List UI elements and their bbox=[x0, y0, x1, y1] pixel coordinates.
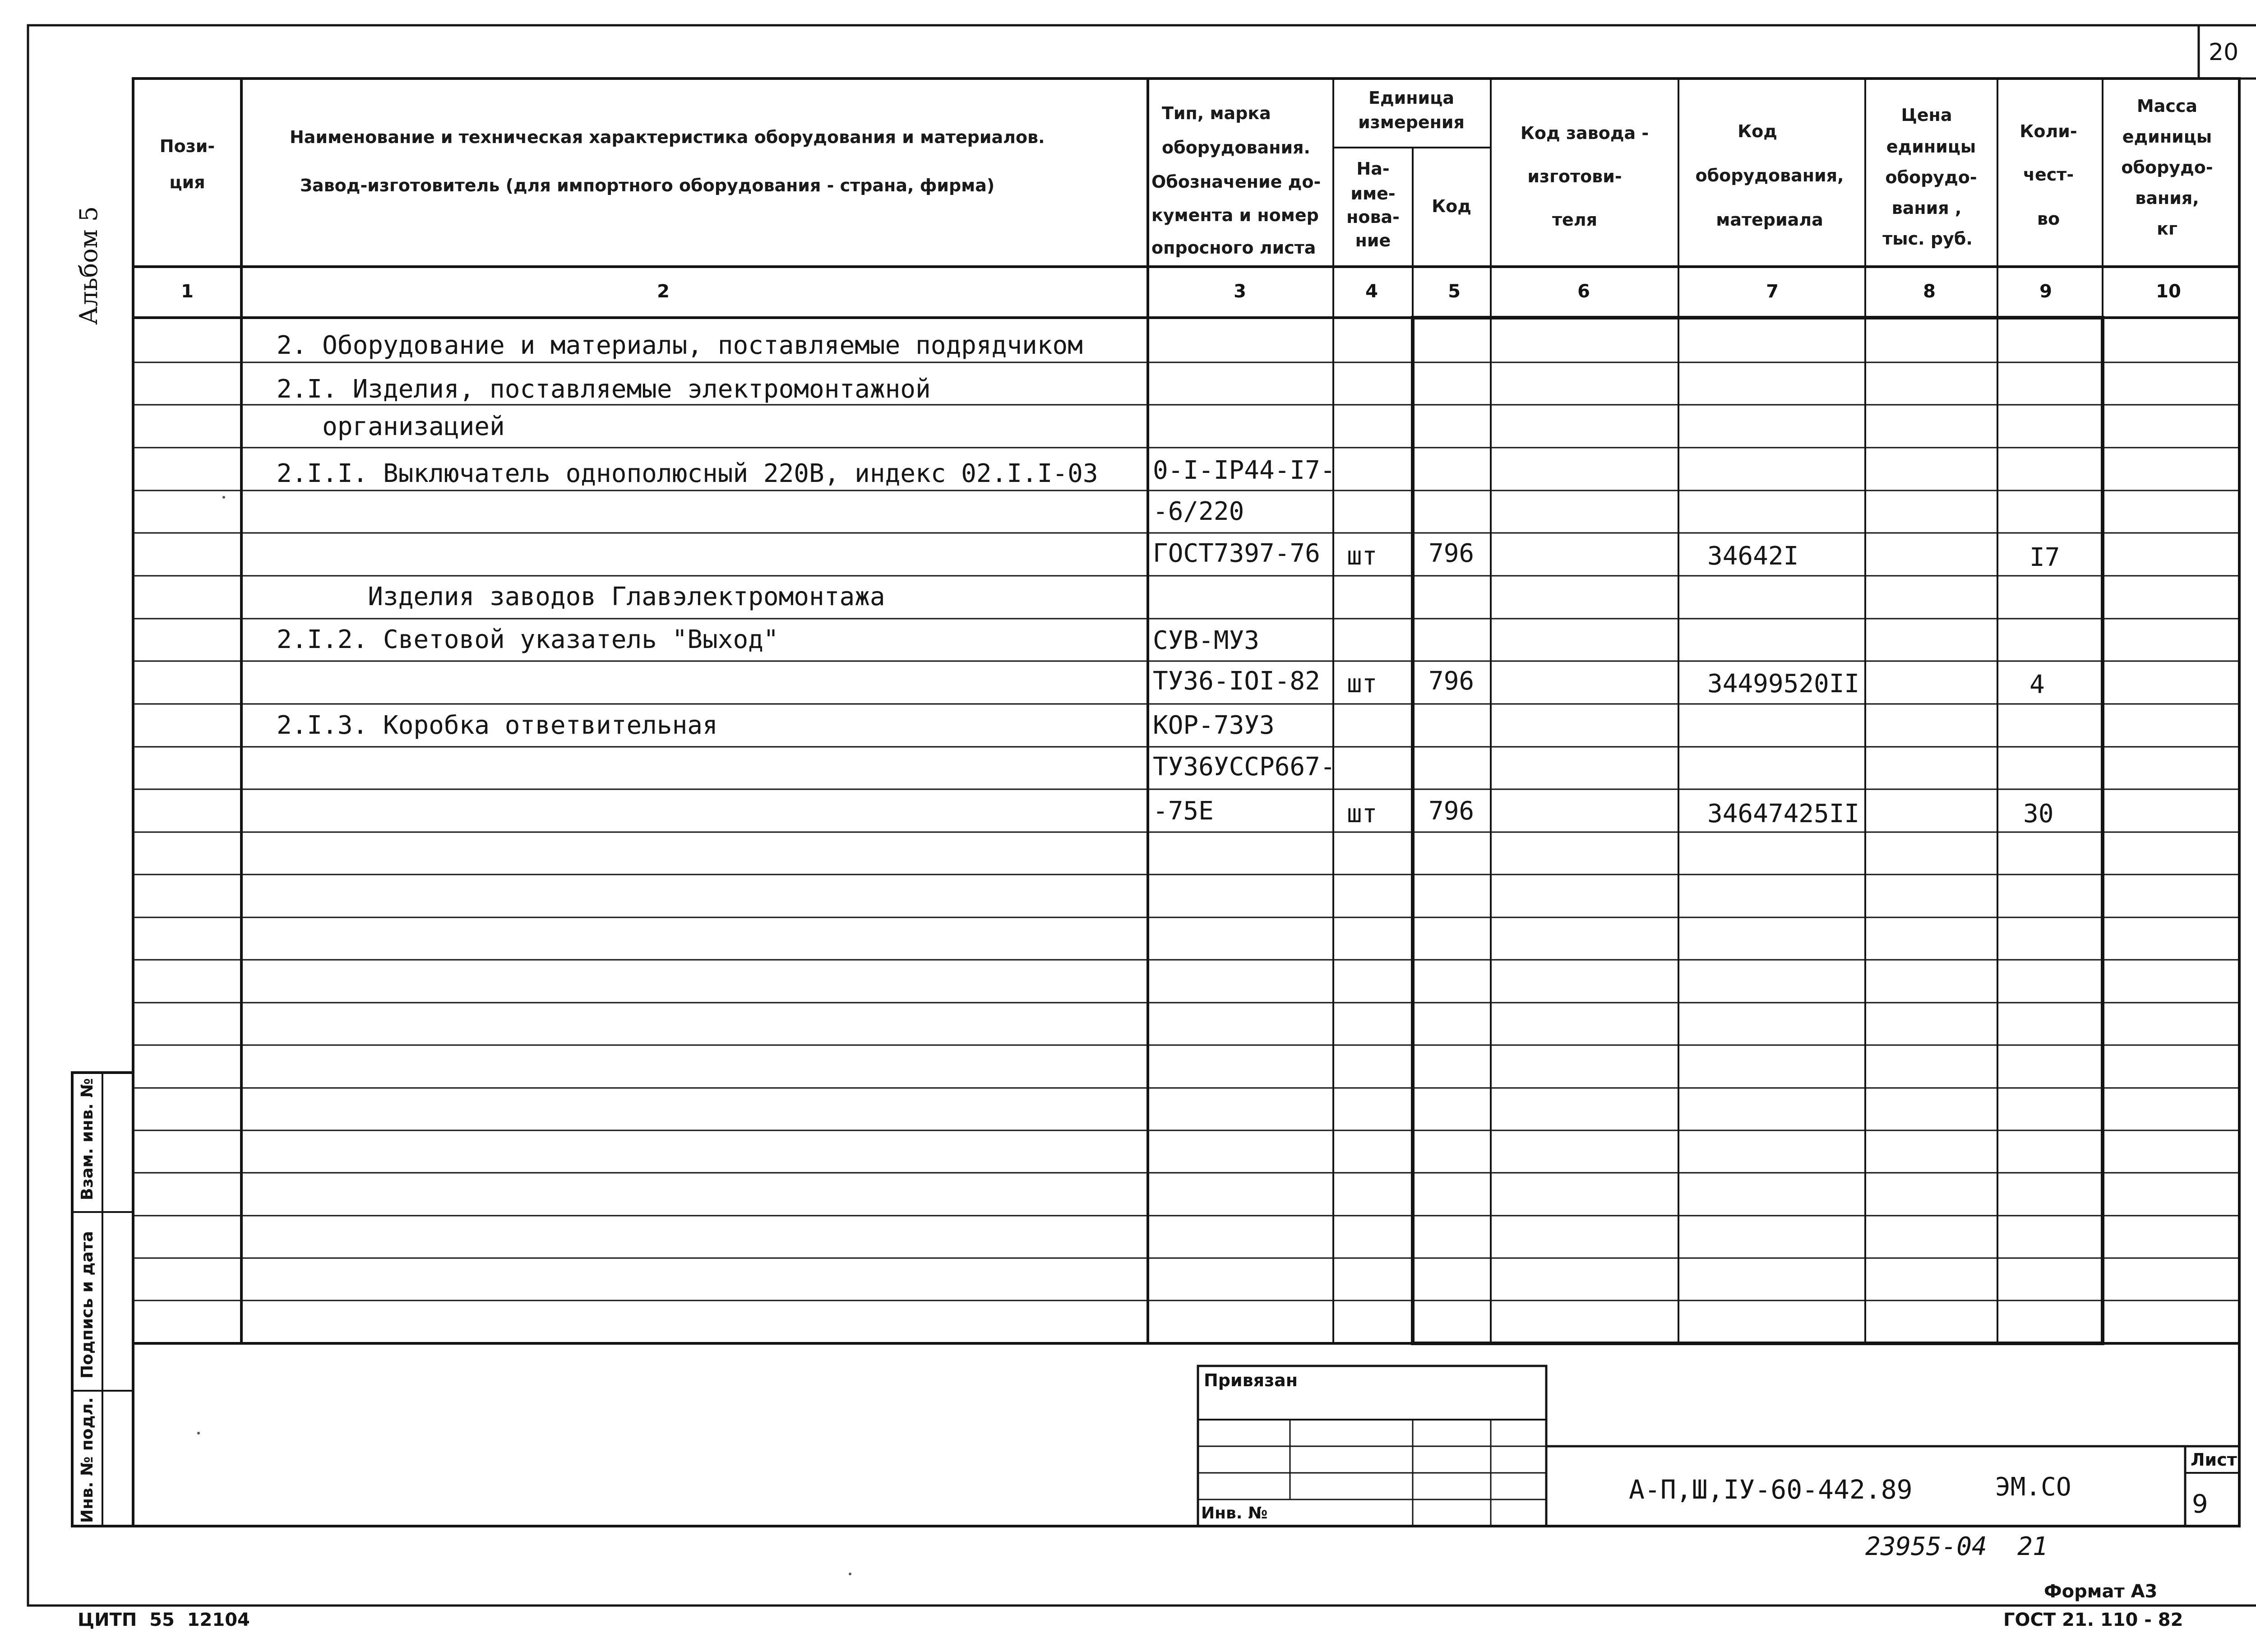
item-unit-code: 796 bbox=[1428, 666, 1475, 696]
header-col3-line5: опросного листа bbox=[1151, 238, 1316, 258]
item-unit-code: 796 bbox=[1428, 796, 1475, 826]
header-col3-line1: Тип, марка bbox=[1162, 103, 1271, 123]
item-type: ТУ36УССР667- bbox=[1153, 752, 1336, 782]
item-name: 2. Оборудование и материалы, поставляемые подрядчиком bbox=[277, 331, 1083, 360]
header-col6-line1: Код завода - bbox=[1520, 123, 1649, 143]
item-unit-code: 796 bbox=[1428, 539, 1475, 568]
stamp-inv-label: Инв. № bbox=[1201, 1504, 1268, 1522]
header-col8-line3: оборудо- bbox=[1885, 167, 1977, 187]
header-col8-line5: тыс. руб. bbox=[1882, 229, 1973, 249]
header-col10-line3: оборудо- bbox=[2121, 157, 2213, 177]
archive-number: 23955-04 21 bbox=[1865, 1532, 2048, 1561]
header-col1-line1: Пози- bbox=[159, 136, 215, 156]
header-col4-line2: име- bbox=[1350, 184, 1396, 204]
item-qty: I7 bbox=[2029, 543, 2060, 572]
column-number-6: 6 bbox=[1577, 281, 1590, 302]
sheet-label: Лист bbox=[2191, 1450, 2237, 1470]
header-col7-line2: оборудования, bbox=[1695, 166, 1844, 185]
column-number-5: 5 bbox=[1448, 281, 1461, 302]
item-equip-code: 34642I bbox=[1707, 541, 1799, 571]
header-col4-line4: ние bbox=[1355, 231, 1391, 250]
item-qty: 30 bbox=[2023, 799, 2054, 828]
side-stamp-vzam-label: Взам. инв. № bbox=[78, 1078, 97, 1200]
header-col2-line2: Завод-изготовитель (для импортного оборудования - страна, фирма) bbox=[300, 176, 995, 195]
item-type: ГОСТ7397-76 bbox=[1153, 539, 1320, 568]
header-col6-line3: теля bbox=[1552, 210, 1598, 230]
stamp-privyazan-label: Привязан bbox=[1204, 1370, 1298, 1390]
header-col10-line5: кг bbox=[2157, 219, 2177, 239]
column-number-8: 8 bbox=[1923, 281, 1936, 302]
side-stamp-signature-label: Подпись и дата bbox=[78, 1231, 97, 1379]
header-col10-line4: вания, bbox=[2135, 188, 2199, 208]
item-name: 2.I.I. Выключатель однополюсный 220В, индекс 02.I.I-03 bbox=[277, 459, 1098, 488]
citp-label: ЦИТП 55 12104 bbox=[78, 1610, 250, 1630]
item-unit: шт bbox=[1347, 541, 1378, 571]
gost-label: ГОСТ 21. 110 - 82 bbox=[2003, 1610, 2183, 1630]
header-col9-line3: во bbox=[2037, 209, 2060, 229]
header-col7-line1: Код bbox=[1738, 121, 1777, 141]
item-type: 0-I-IP44-I7- bbox=[1153, 456, 1336, 485]
column-number-9: 9 bbox=[2039, 281, 2052, 302]
item-qty: 4 bbox=[2029, 670, 2045, 699]
header-col3-line3: Обозначение до- bbox=[1151, 172, 1321, 192]
column-number-1: 1 bbox=[181, 281, 194, 302]
header-unit-line1: Единица bbox=[1368, 88, 1454, 108]
item-name: 2.I.3. Коробка ответвительная bbox=[277, 711, 718, 740]
header-col9-line2: чест- bbox=[2023, 165, 2074, 185]
column-number-4: 4 bbox=[1365, 281, 1378, 302]
document-designation: А-П,Ш,IУ-60-442.89 bbox=[1629, 1474, 1913, 1505]
sheet-number: 9 bbox=[2192, 1490, 2208, 1519]
header-col5: Код bbox=[1432, 196, 1471, 216]
item-equip-code: 34499520II bbox=[1707, 669, 1860, 699]
header-col4-line3: нова- bbox=[1346, 207, 1400, 227]
item-name: организацией bbox=[277, 412, 505, 441]
header-col3-line2: оборудования. bbox=[1162, 138, 1310, 157]
header-col2-line1: Наименование и техническая характеристика оборудования и материалов. bbox=[290, 127, 1045, 147]
header-col6-line2: изготови- bbox=[1527, 167, 1622, 186]
item-unit: шт bbox=[1347, 669, 1378, 699]
item-type: -75Е bbox=[1153, 796, 1214, 826]
header-col4-line1: На- bbox=[1356, 159, 1390, 179]
header-col1-line2: ция bbox=[169, 172, 205, 192]
header-col8-line4: вания , bbox=[1891, 198, 1962, 218]
item-type: -6/220 bbox=[1153, 497, 1244, 526]
column-number-3: 3 bbox=[1234, 281, 1246, 302]
item-name: Изделия заводов Главэлектромонтажа bbox=[277, 582, 885, 611]
header-col9-line1: Коли- bbox=[2020, 121, 2077, 141]
header-col7-line3: материала bbox=[1716, 210, 1823, 230]
header-col10-line1: Масса bbox=[2136, 96, 2198, 116]
column-number-7: 7 bbox=[1766, 281, 1779, 302]
format-label: Формат А3 bbox=[2044, 1581, 2158, 1602]
item-name: 2.I. Изделия, поставляемые электромонтажной bbox=[277, 375, 931, 404]
column-number-10: 10 bbox=[2156, 281, 2181, 302]
header-col8-line1: Цена bbox=[1901, 105, 1952, 125]
album-label: Альбом 5 bbox=[74, 206, 103, 325]
item-unit: шт bbox=[1347, 799, 1378, 828]
page-number: 20 bbox=[2209, 39, 2239, 66]
item-type: СУВ-МУЗ bbox=[1153, 626, 1260, 655]
header-unit-line2: измерения bbox=[1358, 112, 1465, 132]
header-col10-line2: единицы bbox=[2122, 127, 2212, 147]
item-equip-code: 34647425II bbox=[1707, 799, 1860, 828]
header-col3-line4: кумента и номер bbox=[1151, 205, 1319, 225]
item-type: КОР-73УЗ bbox=[1153, 711, 1275, 740]
item-type: ТУ36-IOI-82 bbox=[1153, 666, 1320, 696]
side-stamp-inv-label: Инв. № подл. bbox=[78, 1397, 97, 1523]
header-col8-line2: единицы bbox=[1886, 137, 1976, 157]
document-code: ЭМ.СО bbox=[1995, 1472, 2071, 1502]
item-name: 2.I.2. Световой указатель "Выход" bbox=[277, 625, 779, 654]
column-number-2: 2 bbox=[657, 281, 670, 302]
